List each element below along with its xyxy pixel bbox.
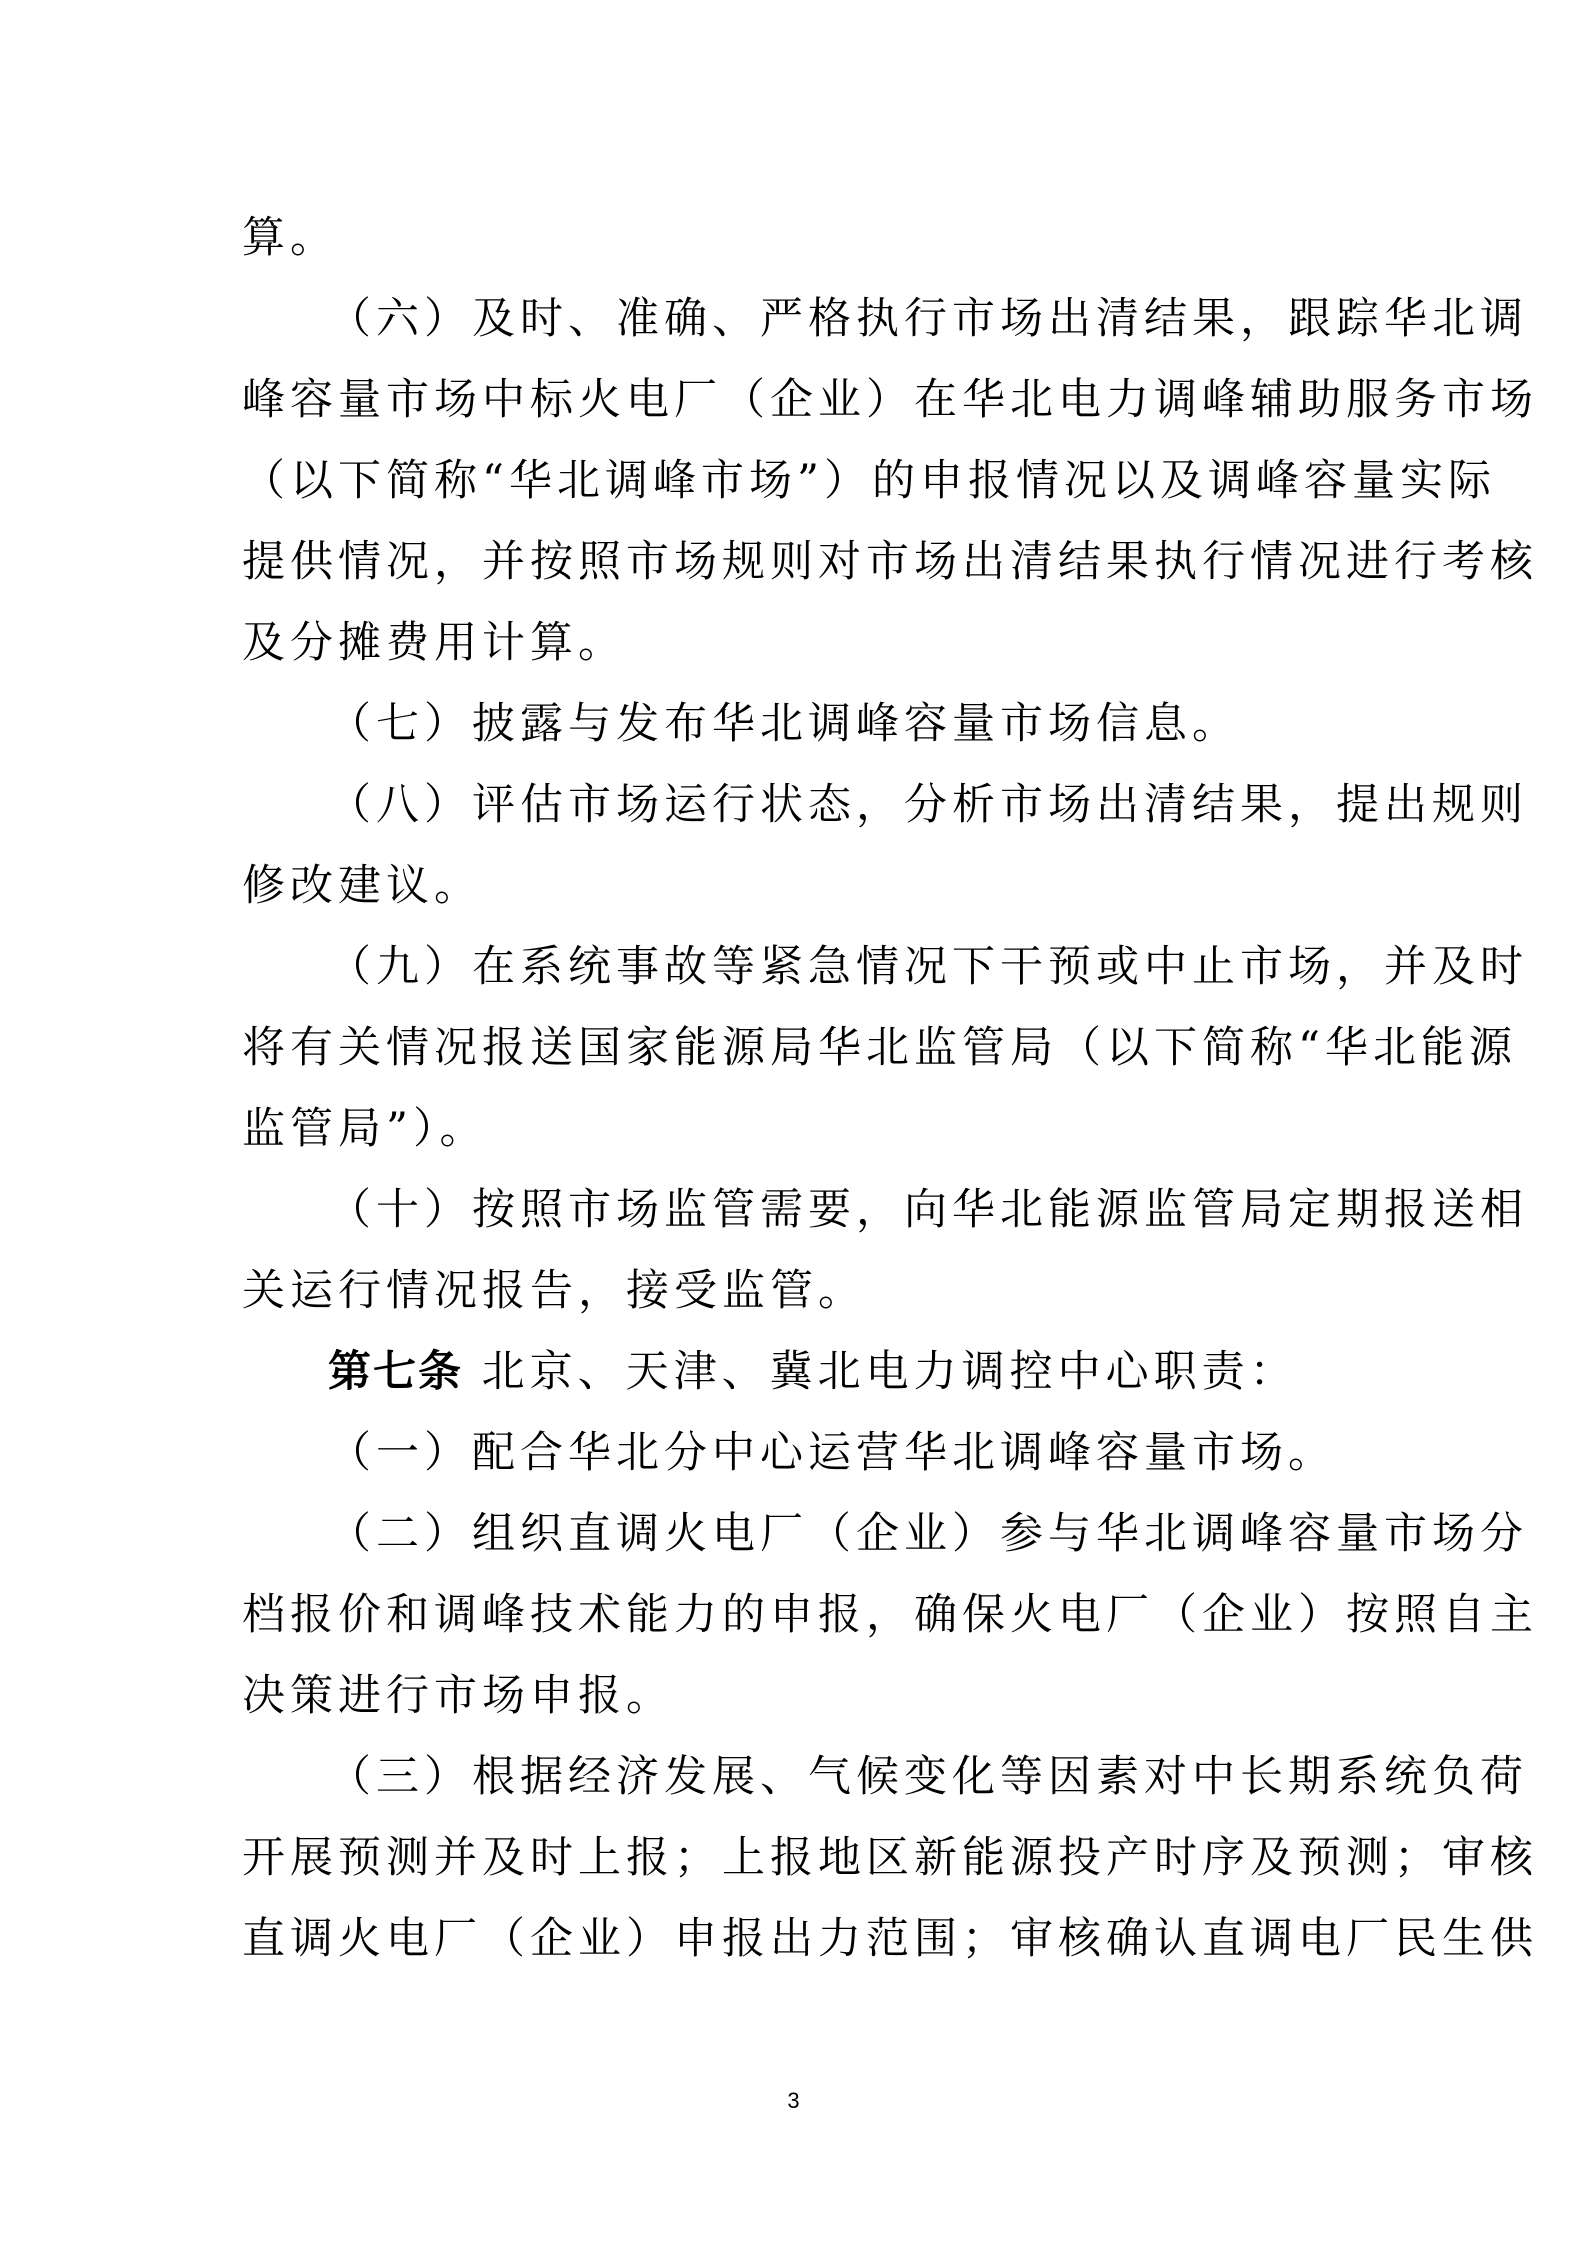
text-line: 决策进行市场申报。: [242, 1671, 674, 1721]
text-line: 修改建议。: [242, 861, 482, 911]
text-line: 开展预测并及时上报；上报地区新能源投产时序及预测；审核: [242, 1833, 1538, 1883]
text-line: （以下简称“华北调峰市场”）的申报情况以及调峰容量实际: [242, 456, 1496, 506]
text-line: （八）评估市场运行状态，分析市场出清结果，提出规则: [328, 780, 1528, 830]
text-line: （一）配合华北分中心运营华北调峰容量市场。: [328, 1428, 1336, 1478]
document-body: [242, 198, 1538, 1980]
article-text: 北京、天津、冀北电力调控中心职责：: [481, 1347, 1298, 1397]
page-number: 3: [787, 2088, 800, 2113]
article-number: 第七条: [328, 1347, 463, 1397]
text-line: （六）及时、准确、严格执行市场出清结果，跟踪华北调: [328, 294, 1528, 344]
article-heading-line: [242, 1332, 1352, 1413]
text-line: 关运行情况报告，接受监管。: [242, 1266, 866, 1316]
text-line: 提供情况，并按照市场规则对市场出清结果执行情况进行考核: [242, 537, 1538, 587]
text-line: 峰容量市场中标火电厂（企业）在华北电力调峰辅助服务市场: [242, 375, 1538, 425]
text-line: （七）披露与发布华北调峰容量市场信息。: [328, 699, 1240, 749]
text-line: （二）组织直调火电厂（企业）参与华北调峰容量市场分: [328, 1509, 1528, 1559]
text-line: （三）根据经济发展、气候变化等因素对中长期系统负荷: [328, 1752, 1528, 1802]
text-line: 档报价和调峰技术能力的申报，确保火电厂（企业）按照自主: [242, 1590, 1538, 1640]
text-line: 监管局”）。: [242, 1104, 488, 1154]
text-line: （十）按照市场监管需要，向华北能源监管局定期报送相: [328, 1185, 1528, 1235]
text-line: 算。: [242, 213, 338, 263]
text-line: （九）在系统事故等紧急情况下干预或中止市场，并及时: [328, 942, 1528, 992]
text-line: 将有关情况报送国家能源局华北监管局（以下简称“华北能源: [242, 1023, 1517, 1073]
text-line: 直调火电厂（企业）申报出力范围；审核确认直调电厂民生供: [242, 1914, 1538, 1964]
text-line: 及分摊费用计算。: [242, 618, 626, 668]
